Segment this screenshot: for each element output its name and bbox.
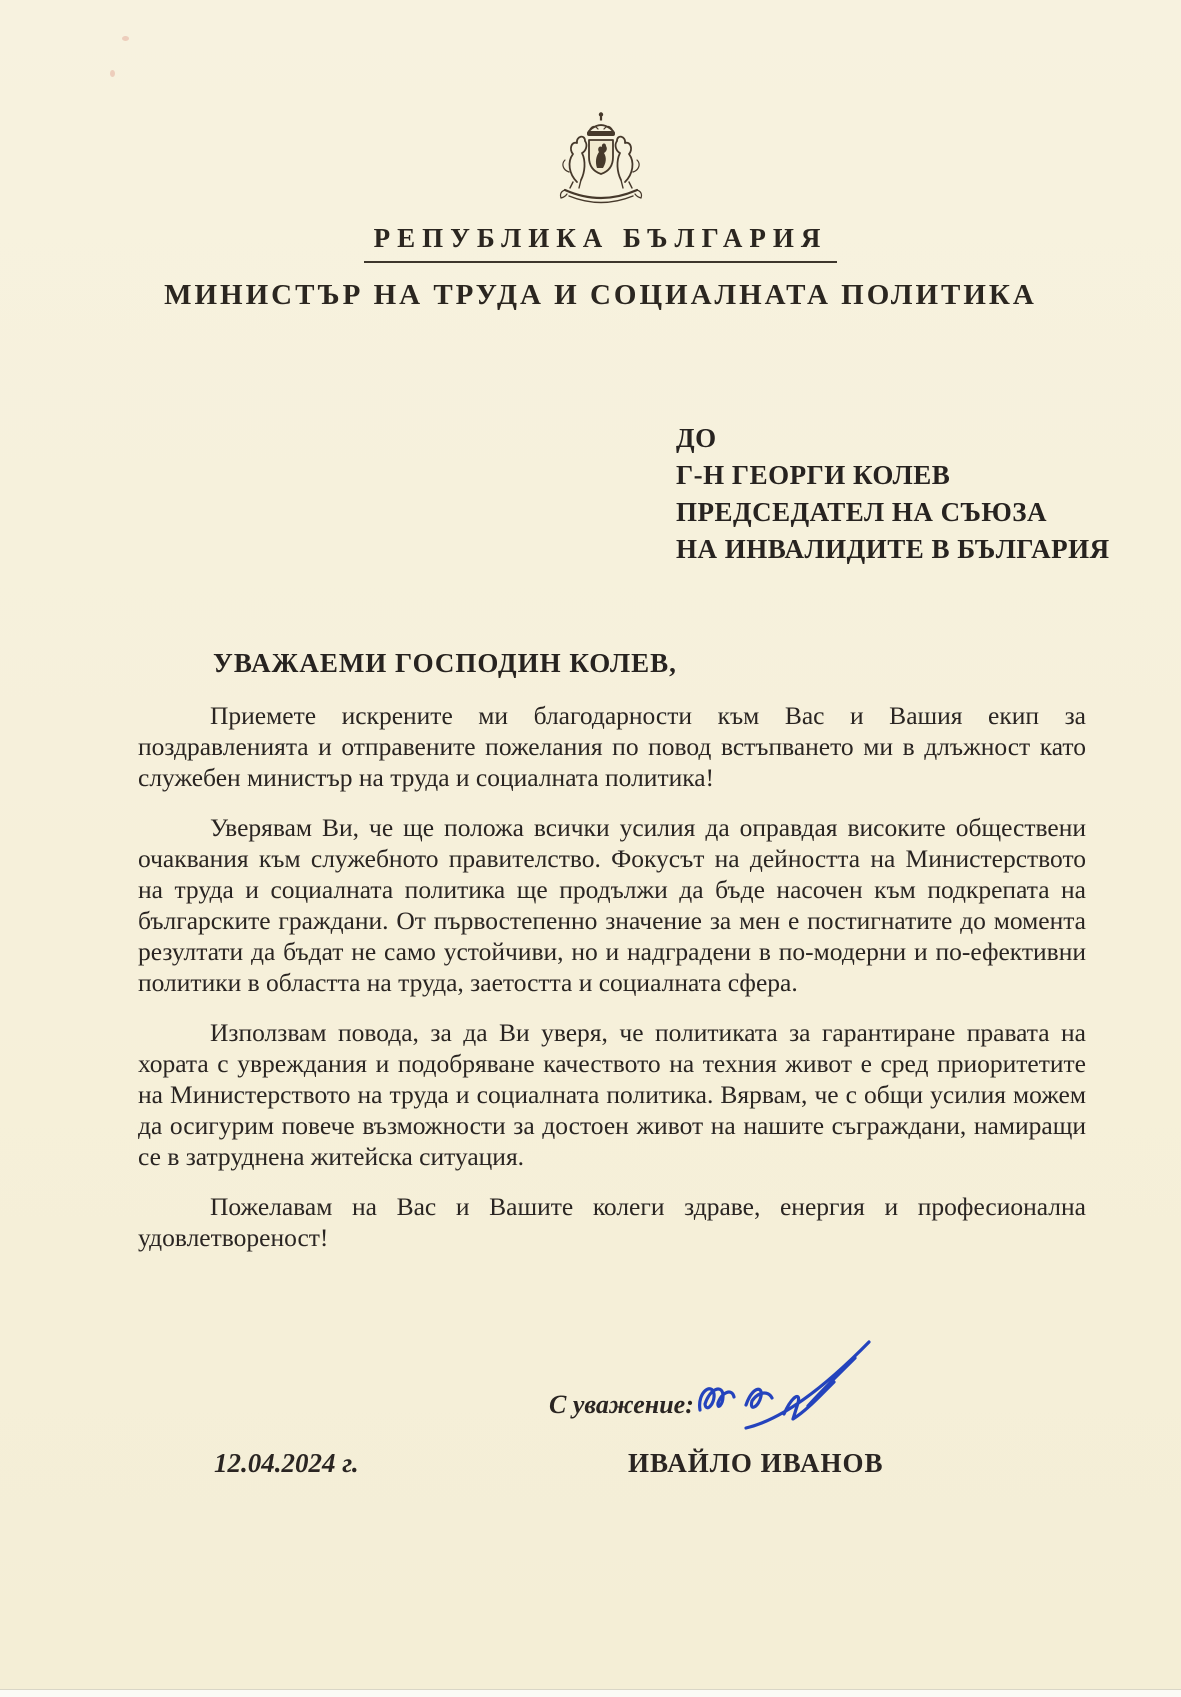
letter-date: 12.04.2024 г. xyxy=(214,1448,359,1478)
signer-name: ИВАЙЛО ИВАНОВ xyxy=(628,1448,884,1478)
recipient-line: ДО xyxy=(676,423,717,453)
body-paragraph: Пожелавам на Вас и Вашите колеги здраве, енергия и професионална удовлетвореност! xyxy=(138,1192,1086,1252)
republic-title-text: РЕПУБЛИКА БЪЛГАРИЯ xyxy=(364,223,838,263)
ministry-title: МИНИСТЪР НА ТРУДА И СОЦИАЛНАТА ПОЛИТИКА xyxy=(164,279,1037,311)
body-paragraph: Приемете искрените ми благодарности към Вас и Вашия екип за поздравленията и отправените пожелания по повод встъпването ми в длъжност като служебен министър на труда и социалната политика! xyxy=(138,701,1086,792)
scan-edge xyxy=(0,1689,1181,1697)
letter-body xyxy=(138,700,1086,1272)
recipient-line: Г-Н ГЕОРГИ КОЛЕВ xyxy=(676,460,951,490)
salutation: УВАЖАЕМИ ГОСПОДИН КОЛЕВ, xyxy=(213,648,677,678)
recipient-line: ПРЕДСЕДАТЕЛ НА СЪЮЗА xyxy=(676,497,1048,527)
handwritten-signature xyxy=(688,1330,888,1445)
recipient-block xyxy=(676,420,1110,568)
bulgarian-coat-of-arms-icon xyxy=(539,110,663,212)
letterhead xyxy=(0,0,1181,312)
recipient-line: НА ИНВАЛИДИТЕ В БЪЛГАРИЯ xyxy=(676,534,1110,564)
regards-label: С уважение: xyxy=(549,1390,694,1419)
body-paragraph: Използвам повода, за да Ви уверя, че политиката за гарантиране правата на хората с увреждания и подобряване качеството на техния живот е сред приоритетите на Министерството на труда и социалната политика. Вярвам, че с общи усилия можем да осигурим повече възможности за достоен живот на нашите съграждани, намиращи се в затруднена житейска ситуация. xyxy=(138,1018,1086,1171)
republic-title xyxy=(20,223,1181,263)
body-paragraph: Уверявам Ви, че ще положа всички усилия да оправдая високите обществени очаквания към служебното правителство. Фокусът на дейността на Министерството на труда и социалната политика ще продължи да бъде насочен към подкрепата на българските граждани. От първостепенно значение за мен е постигнатите до момента резултати да бъдат не само устойчиви, но и надградени в по-модерни и по-ефективни политики в областта на труда, заетостта и социалната сфера. xyxy=(138,813,1086,997)
